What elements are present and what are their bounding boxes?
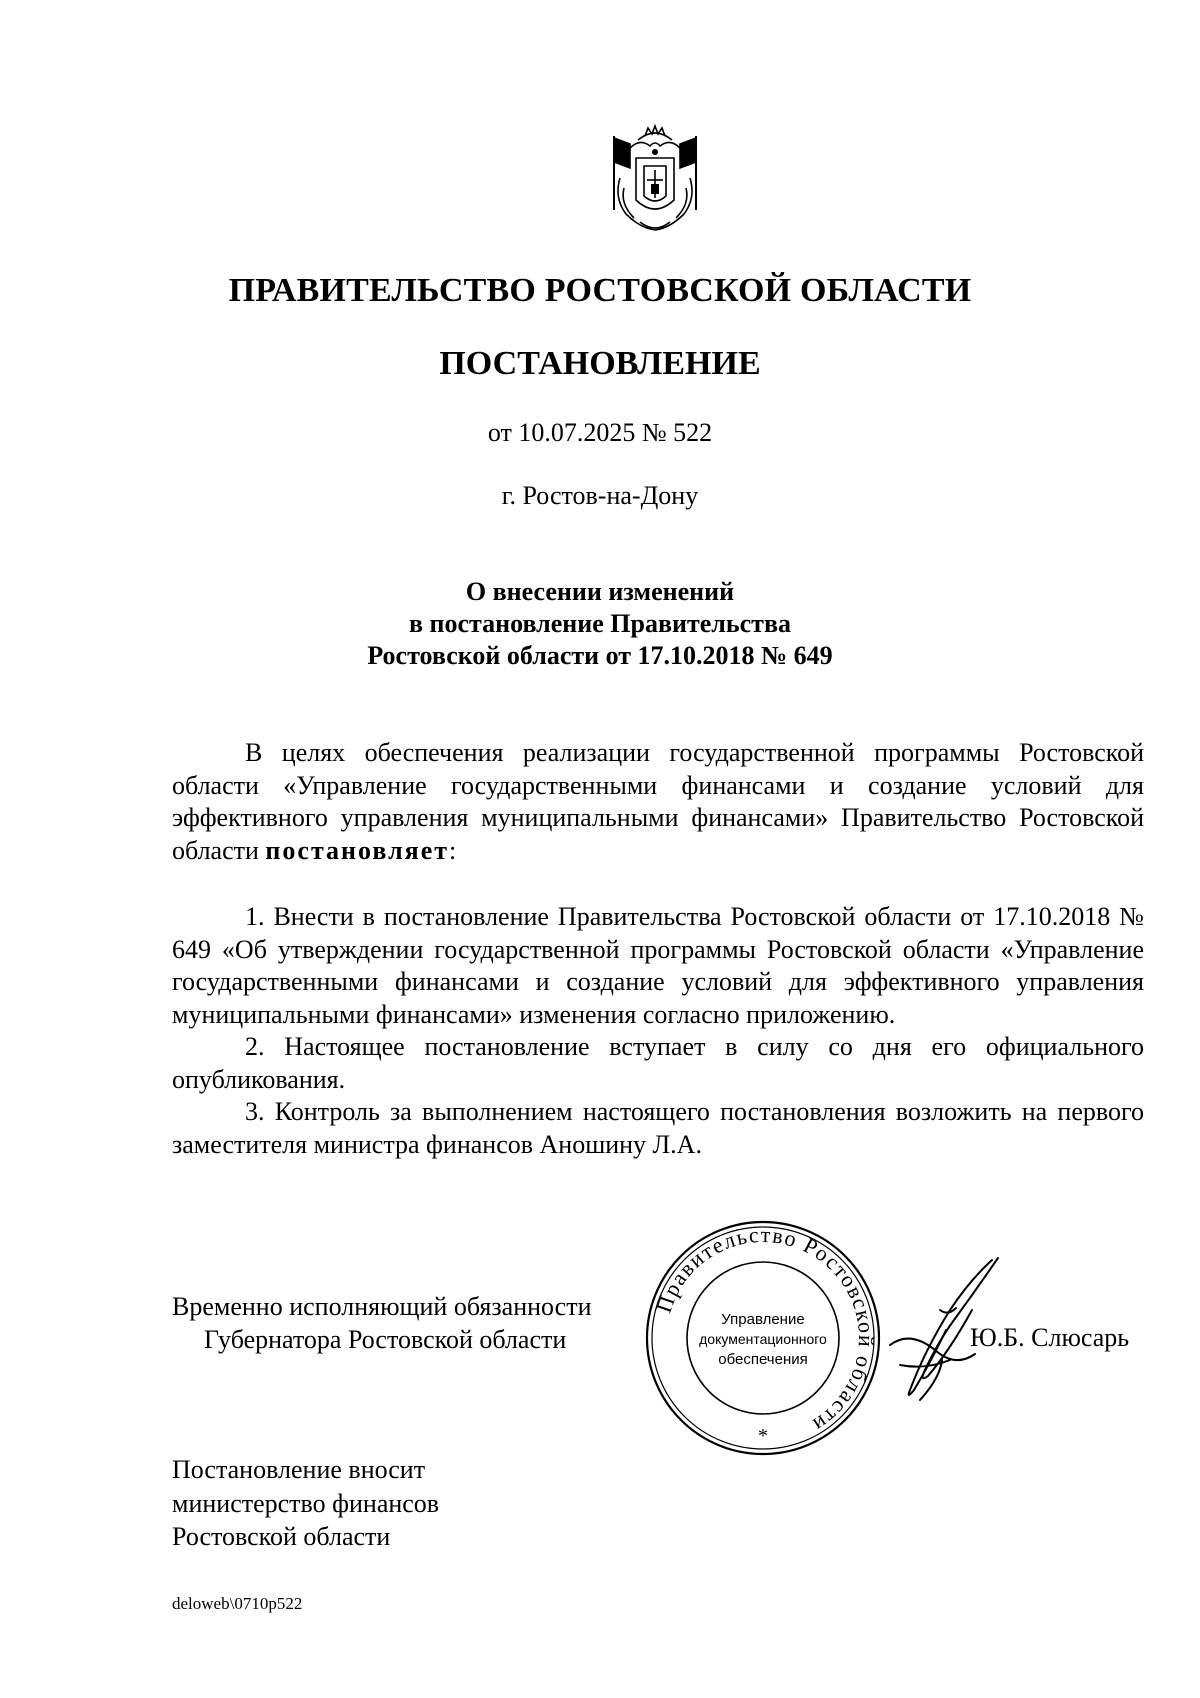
signer-name: Ю.Б. Слюсарь bbox=[970, 1323, 1130, 1352]
signer-position-line-2: Губернатора Ростовской области bbox=[204, 1325, 567, 1354]
document-type-title: ПОСТАНОВЛЕНИЕ bbox=[439, 345, 761, 382]
resolves-keyword: постановляет bbox=[265, 835, 450, 865]
resolution-item-3: 3. Контроль за выполнением настоящего постановления возложить на первого заместителя министра финансов Аношину Л.А. bbox=[172, 1097, 1144, 1159]
seal-center-line-1: Управление bbox=[721, 1311, 805, 1328]
coat-of-arms-emblem bbox=[600, 118, 710, 238]
seal-star: * bbox=[758, 1425, 768, 1447]
file-reference-code: deloweb\0710p522 bbox=[172, 1594, 303, 1613]
preamble-text: В целях обеспечения реализации государственной программы Ростовской области «Управление государственными финансами и создание условий для эффективного управления муниципальными финансами» Правительство Ростовской области bbox=[172, 738, 1144, 865]
submitting-body-block bbox=[172, 1453, 439, 1554]
resolution-items bbox=[172, 901, 1144, 1161]
signer-position bbox=[172, 1290, 632, 1356]
document-date-number: от 10.07.2025 № 522 bbox=[487, 418, 713, 447]
organization-title: ПРАВИТЕЛЬСТВО РОСТОВСКОЙ ОБЛАСТИ bbox=[228, 272, 972, 309]
seal-center-line-2: документационного bbox=[699, 1331, 827, 1347]
preamble-end: : bbox=[449, 835, 457, 865]
subject-line-2: в постановление Правительства bbox=[408, 609, 791, 638]
document-subject bbox=[0, 576, 1200, 672]
submitter-line-3: Ростовской области bbox=[172, 1522, 391, 1551]
seal-center-line-3: обеспечения bbox=[718, 1351, 808, 1368]
resolution-item-2: 2. Настоящее постановление вступает в силу со дня его официального опубликования. bbox=[172, 1032, 1144, 1094]
submitter-line-1: Постановление вносит bbox=[172, 1455, 426, 1484]
document-city: г. Ростов-на-Дону bbox=[501, 481, 699, 510]
seal-ring-text: Правительство Ростовской области bbox=[650, 1221, 880, 1439]
subject-line-3: Ростовской области от 17.10.2018 № 649 bbox=[367, 641, 833, 670]
official-seal-stamp bbox=[643, 1218, 883, 1458]
signer-position-line-1: Временно исполняющий обязанности bbox=[172, 1292, 592, 1321]
resolution-item-1: 1. Внести в постановление Правительства Ростовской области от 17.10.2018 № 649 «Об утверждении государственной программы Ростовской области «Управление государственными финансами и создание условий для эффективного управления муниципальными финансами» изменения согласно приложению. bbox=[172, 902, 1144, 1029]
submitter-line-2: министерство финансов bbox=[172, 1488, 440, 1518]
subject-line-1: О внесении изменений bbox=[465, 577, 735, 606]
preamble-paragraph bbox=[172, 737, 1144, 867]
